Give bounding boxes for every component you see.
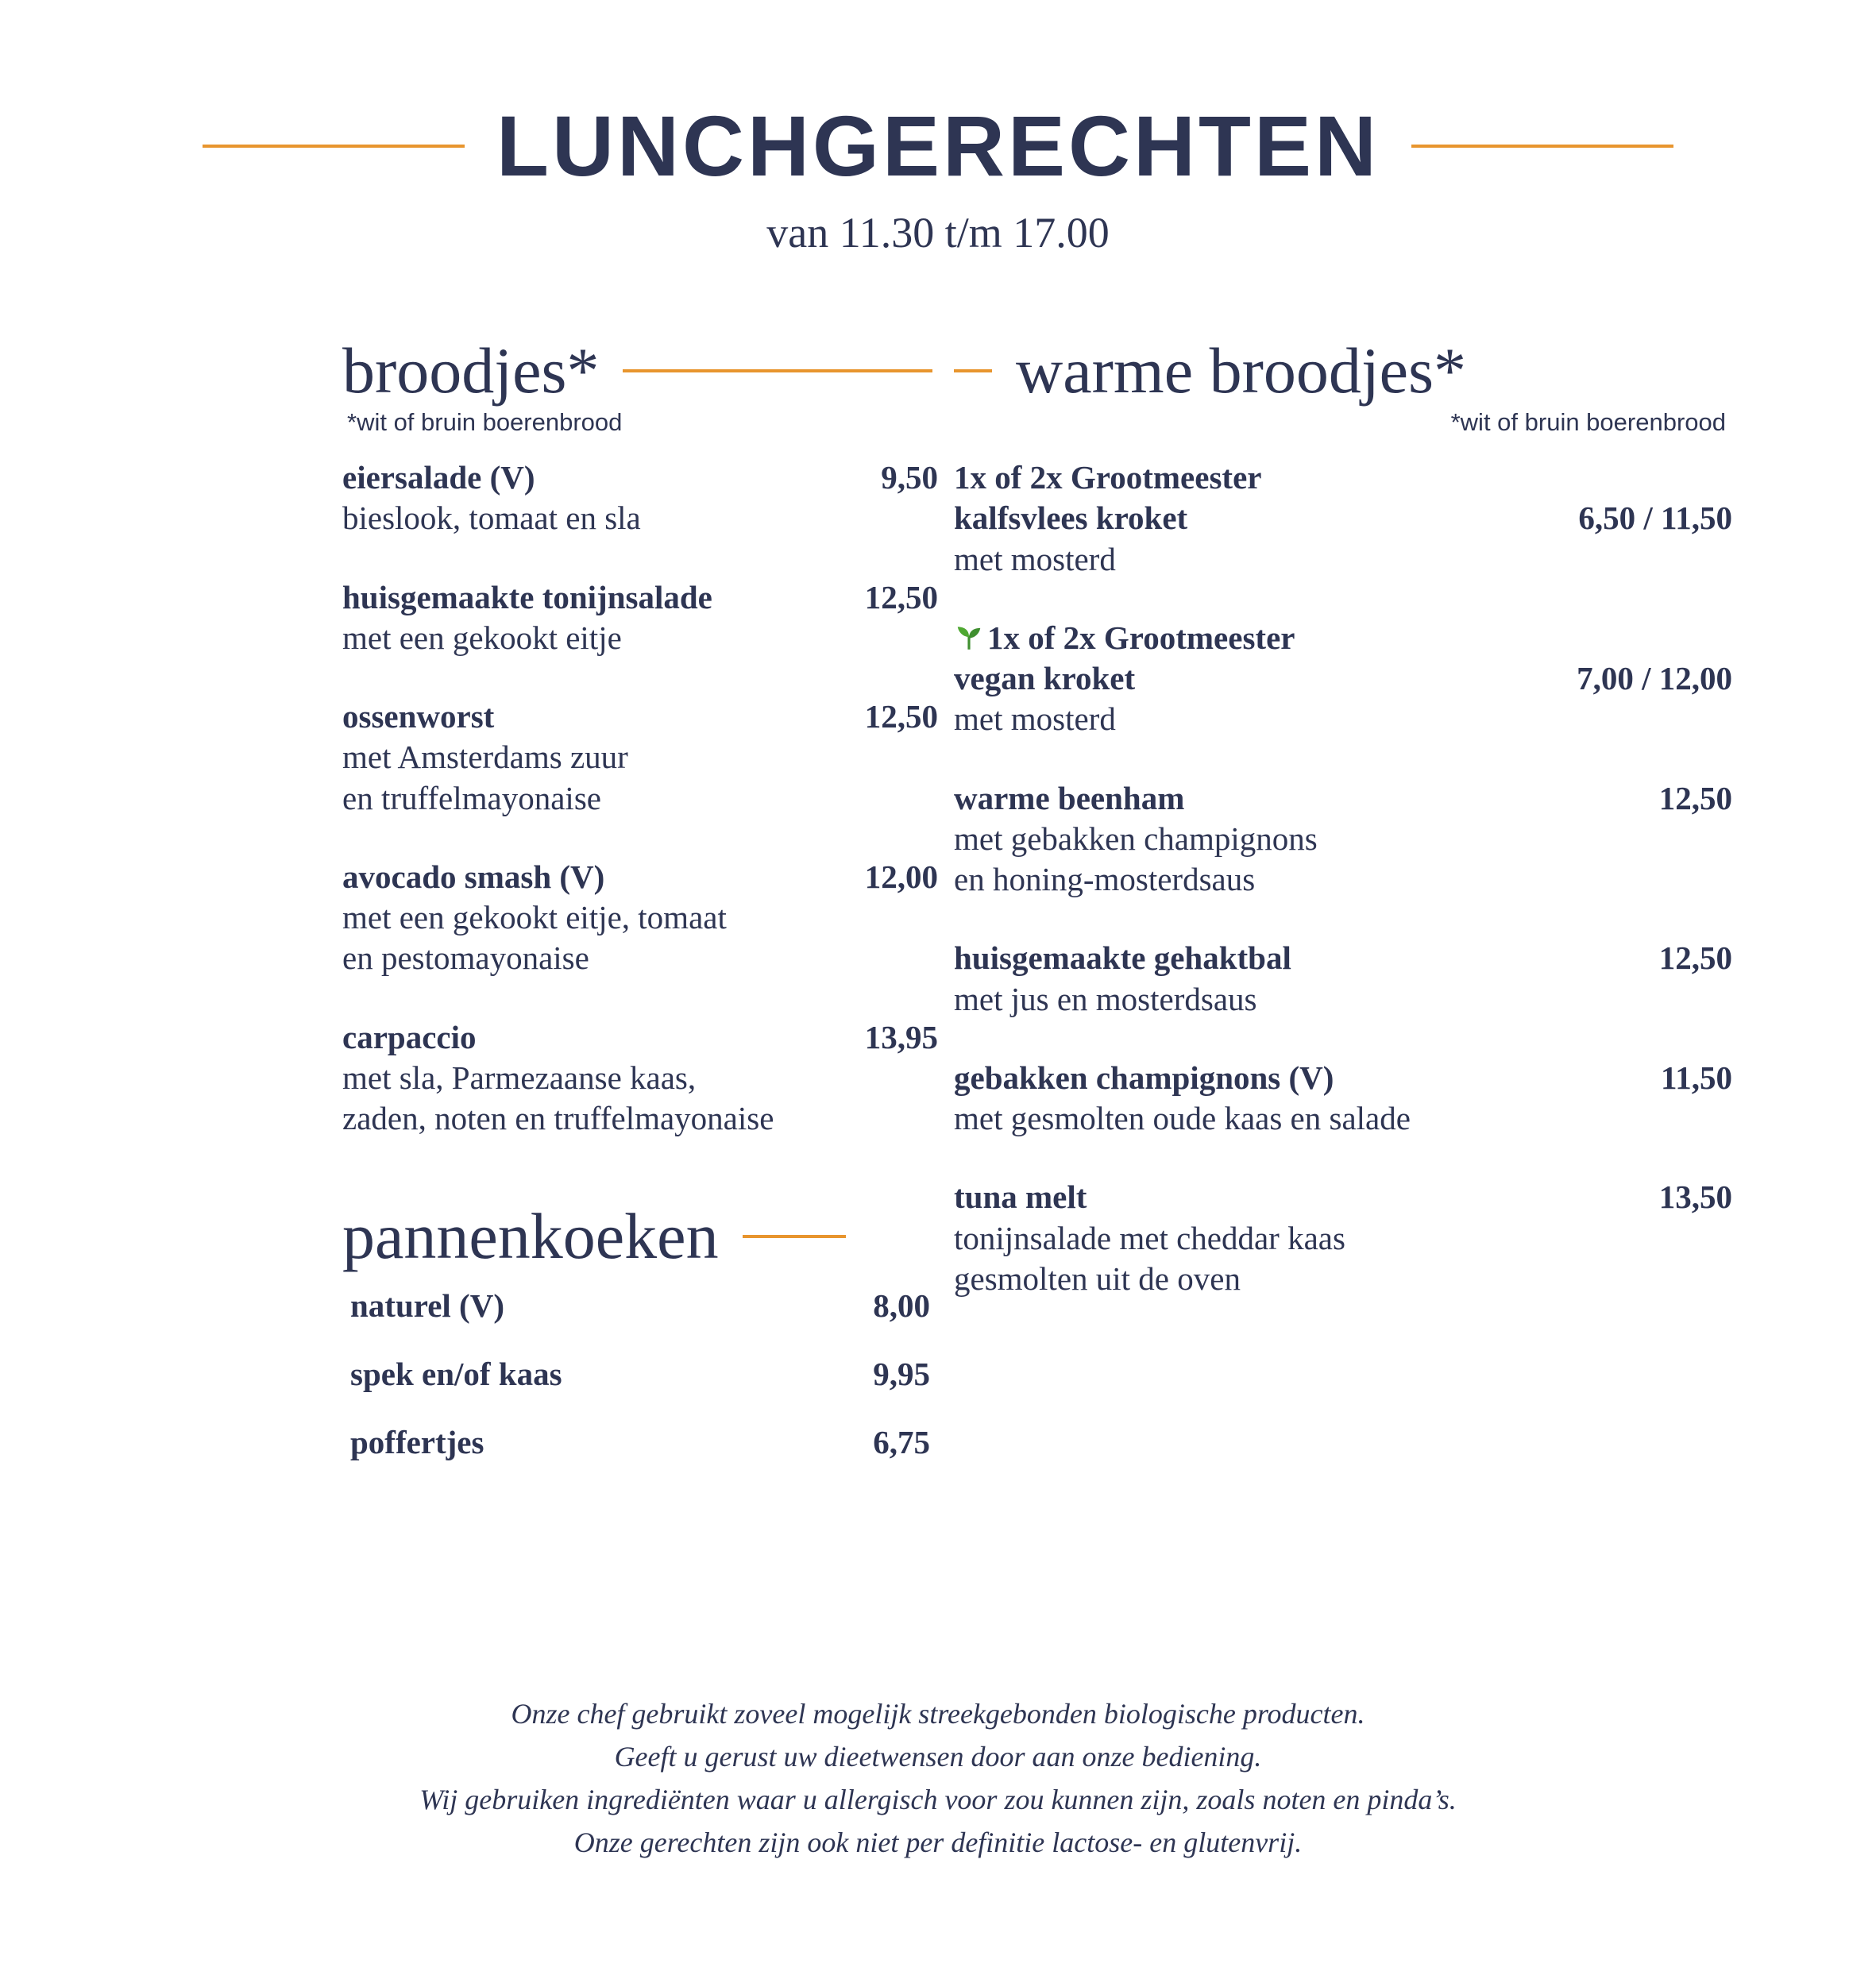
sprout-icon — [954, 621, 984, 651]
menu-item — [954, 1177, 1732, 1299]
menu-page — [0, 98, 1876, 1979]
menu-item — [954, 938, 1732, 1020]
menu-item-desc: met Amsterdams zuur en truffelmayonaise — [342, 739, 628, 816]
menu-item-head — [954, 498, 1732, 538]
broodjes-items — [342, 457, 938, 1139]
pannenkoeken-items — [342, 1287, 938, 1461]
menu-item — [954, 778, 1732, 901]
menu-item — [342, 1017, 938, 1140]
menu-item-price: 9,95 — [873, 1356, 930, 1393]
menu-item-name: naturel (V) — [350, 1287, 504, 1325]
menu-item — [342, 696, 938, 819]
menu-item-name: spek en/of kaas — [350, 1356, 562, 1393]
column-right — [938, 334, 1732, 1491]
menu-item — [342, 577, 938, 659]
footer-line-1: Onze chef gebruikt zoveel mogelijk streekgebonden biologische producten. — [511, 1698, 1365, 1730]
warme-broodjes-items — [954, 457, 1732, 1299]
menu-item-name: huisgemaakte tonijnsalade — [342, 578, 712, 615]
section-title-broodjes: broodjes* — [342, 334, 600, 407]
footer-line-3: Wij gebruiken ingrediënten waar u allergisch voor zou kunnen zijn, zoals noten en pinda’s. — [419, 1784, 1457, 1815]
menu-item-desc: met gebakken champignons en honing-mosterdsaus — [954, 820, 1318, 898]
menu-item-name: huisgemaakte gehaktbal — [954, 939, 1291, 977]
menu-item — [350, 1287, 938, 1325]
menu-item-name: poffertjes — [350, 1424, 484, 1461]
title-row — [0, 98, 1876, 194]
footer-line-4: Onze gerechten zijn ook niet per definitie lactose- en glutenvrij. — [573, 1827, 1303, 1858]
menu-item — [350, 1355, 938, 1393]
menu-item-head — [954, 938, 1732, 978]
section-warme-broodjes-header — [954, 334, 1732, 407]
menu-item-price: 12,00 — [864, 858, 938, 895]
menu-item-desc: met gesmolten oude kaas en salade — [954, 1100, 1411, 1137]
menu-item-name-line1: 1x of 2x Grootmeester — [954, 459, 1262, 496]
menu-item-price: 13,95 — [864, 1018, 938, 1055]
menu-item-price: 12,50 — [1658, 939, 1732, 977]
menu-item-price: 11,50 — [1661, 1059, 1732, 1096]
warme-broodjes-note: *wit of bruin boerenbrood — [1450, 408, 1726, 437]
page-title: LUNCHGERECHTEN — [496, 98, 1380, 194]
section-rule-broodjes — [623, 369, 932, 372]
broodjes-note: *wit of bruin boerenbrood — [347, 408, 623, 437]
page-header — [0, 98, 1876, 257]
menu-item-name: warme beenham — [954, 779, 1185, 816]
menu-item-desc: met een gekookt eitje, tomaat en pestomayonaise — [342, 899, 727, 977]
menu-item-name: eiersalade (V) — [342, 459, 535, 496]
column-left — [144, 334, 938, 1491]
title-rule-right — [1411, 145, 1673, 148]
menu-item-desc: met mosterd — [954, 700, 1116, 738]
menu-item — [350, 1423, 938, 1461]
menu-item-head — [954, 1058, 1732, 1098]
menu-item-price: 12,50 — [864, 698, 938, 735]
menu-item-price: 8,00 — [873, 1287, 930, 1325]
menu-item-price: 12,50 — [864, 578, 938, 615]
menu-item-name: carpaccio — [342, 1018, 477, 1055]
menu-item-name: avocado smash (V) — [342, 858, 605, 895]
menu-item-desc: met een gekookt eitje — [342, 619, 622, 656]
menu-item-price: 6,50 / 11,50 — [1578, 500, 1732, 537]
menu-item-name: gebakken champignons (V) — [954, 1059, 1334, 1096]
section-title-pannenkoeken: pannenkoeken — [342, 1200, 719, 1273]
menu-item-head — [342, 1017, 938, 1058]
footer-disclaimer — [0, 1692, 1876, 1864]
menu-item-price: 13,50 — [1658, 1179, 1732, 1216]
menu-item-head — [342, 457, 938, 498]
menu-item-head — [342, 696, 938, 737]
menu-item-desc: met sla, Parmezaanse kaas, zaden, noten en truffelmayonaise — [342, 1059, 774, 1137]
menu-columns — [0, 334, 1876, 1491]
page-subtitle: van 11.30 t/m 17.00 — [766, 209, 1110, 257]
section-title-warme-broodjes: warme broodjes* — [1016, 334, 1466, 407]
menu-item-head — [954, 1177, 1732, 1217]
section-pannenkoeken-header — [342, 1202, 938, 1271]
menu-item — [342, 857, 938, 979]
menu-item-price: 6,75 — [873, 1424, 930, 1461]
section-broodjes-header — [342, 334, 938, 407]
menu-item-desc: bieslook, tomaat en sla — [342, 500, 641, 537]
menu-item-name-line2: kalfsvlees kroket — [954, 500, 1188, 537]
menu-item-head — [954, 778, 1732, 819]
menu-item-name: ossenworst — [342, 698, 495, 735]
footer-line-2: Geeft u gerust uw dieetwensen door aan onze bediening. — [614, 1741, 1262, 1773]
title-rule-left — [203, 145, 465, 148]
section-rule-warme-broodjes — [954, 369, 992, 372]
menu-item-name-line2: vegan kroket — [954, 660, 1136, 697]
menu-item-price: 9,50 — [881, 459, 938, 496]
menu-item — [954, 1058, 1732, 1140]
menu-item-head — [954, 658, 1732, 699]
menu-item-name-line1 — [954, 618, 1732, 658]
menu-item-desc: met mosterd — [954, 540, 1116, 577]
menu-item-head — [342, 577, 938, 618]
menu-item-price: 7,00 / 12,00 — [1577, 660, 1732, 697]
menu-item-price: 12,50 — [1658, 779, 1732, 816]
section-pannenkoeken — [342, 1202, 938, 1461]
menu-item-name: tuna melt — [954, 1179, 1087, 1216]
menu-item — [954, 618, 1732, 740]
menu-item-desc: met jus en mosterdsaus — [954, 980, 1257, 1017]
menu-item — [954, 457, 1732, 580]
section-rule-pannenkoeken — [743, 1235, 846, 1238]
menu-item-head — [342, 857, 938, 897]
menu-item-name-line1-text: 1x of 2x Grootmeester — [987, 619, 1295, 656]
menu-item — [342, 457, 938, 539]
menu-item-desc: tonijnsalade met cheddar kaas gesmolten uit de oven — [954, 1219, 1345, 1297]
